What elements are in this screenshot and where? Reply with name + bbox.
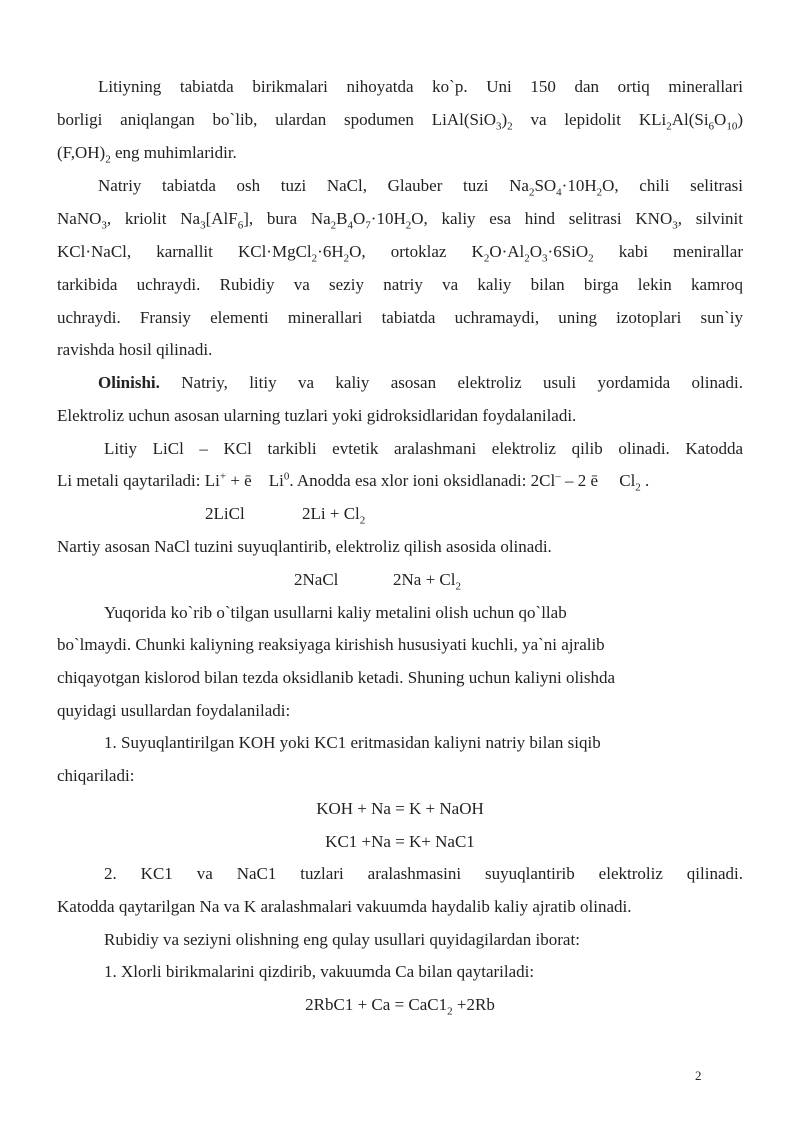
text: . <box>640 471 650 490</box>
subscript: 2 <box>359 514 366 527</box>
text: O, chili selitrasi <box>602 176 743 195</box>
subscript: 2 <box>447 1005 453 1018</box>
page-number: 2 <box>695 1068 702 1083</box>
text: O <box>714 110 727 129</box>
text: 2LiCl <box>205 504 245 523</box>
superscript: 0 <box>283 470 290 483</box>
subscript: 4 <box>347 219 354 232</box>
subscript: 3 <box>542 252 548 265</box>
text-line <box>57 634 605 656</box>
text: ·6SiO <box>547 242 589 261</box>
text-line <box>57 896 632 918</box>
text-line <box>57 405 576 427</box>
text: borligi aniqlangan bo`lib, ulardan spodumen LiAl(SiO <box>57 110 496 129</box>
text-line <box>57 109 743 131</box>
text: 2Li + Cl <box>302 504 360 523</box>
text: O, kaliy esa hind selitrasi KNO <box>411 209 673 228</box>
subscript: 6 <box>708 120 715 133</box>
text: Katodda qaytarilgan Na va K aralashmalari vakuumda haydalib kaliy ajratib olinadi. <box>57 897 632 916</box>
text: Litiyning tabiatda birikmalari nihoyatda ko`p. Uni 150 dan ortiq minerallari <box>98 77 743 96</box>
text: Elektroliz uchun asosan ularning tuzlari yoki gidroksidlaridan foydalaniladi. <box>57 406 577 425</box>
text: ) <box>737 110 743 129</box>
section-heading: Olinishi. <box>98 373 160 392</box>
text-line <box>57 765 134 787</box>
text: va lepidolit KLi <box>512 110 667 129</box>
text: KOH + Na = K + NaOH <box>316 799 484 818</box>
text: 2. KC1 va NaC1 tuzlari aralashmasini suyuqlantirib elektroliz qilinadi. <box>104 864 743 883</box>
text: , silvinit <box>677 209 743 228</box>
text-line <box>57 307 743 329</box>
subscript: 3 <box>200 219 206 232</box>
subscript: 2 <box>330 219 337 232</box>
subscript: 7 <box>365 219 371 232</box>
text: kabi menirallar <box>593 242 743 261</box>
text: O·Al <box>489 242 525 261</box>
text: 1. Xlorli birikmalarini qizdirib, vakuumda Ca bilan qaytariladi: <box>104 962 535 981</box>
text: Al(Si <box>671 110 709 129</box>
text-line <box>57 274 743 296</box>
text: chiqariladi: <box>57 766 135 785</box>
subscript: 2 <box>455 580 461 593</box>
subscript: 4 <box>556 186 562 199</box>
text: Rubidiy va seziyni olishning eng qulay usullari quyidagilardan iborat: <box>104 930 580 949</box>
text: KC1 +Na = K+ NaC1 <box>325 832 475 851</box>
text-line <box>57 142 237 164</box>
text: , kriolit Na <box>106 209 201 228</box>
subscript: 2 <box>343 252 350 265</box>
text-line <box>98 76 743 98</box>
subscript: 6 <box>237 219 244 232</box>
subscript: 3 <box>495 120 502 133</box>
text: ·6H <box>317 242 344 261</box>
text: Natriy, litiy va kaliy asosan elektroliz usuli yordamida olinadi. <box>159 373 743 392</box>
text: SO <box>534 176 557 195</box>
text-line <box>98 372 743 394</box>
subscript: 3 <box>672 219 678 232</box>
text: 1. Suyuqlantirilgan KOH yoki KC1 eritmasidan kaliyni natriy bilan siqib <box>104 733 601 752</box>
text: 2RbC1 + Ca = CaC1 <box>305 995 448 1014</box>
text: ) <box>501 110 508 129</box>
subscript: 2 <box>507 120 513 133</box>
subscript: 2 <box>635 481 641 494</box>
text: eng muhimlaridir. <box>110 143 237 162</box>
text: O <box>353 209 366 228</box>
text: Yuqorida ko`rib o`tilgan usullarni kaliy metalini olish uchun qo`llab <box>104 603 567 622</box>
text: +2Rb <box>452 995 495 1014</box>
subscript: 2 <box>528 186 535 199</box>
text: NaNO <box>57 209 102 228</box>
text-line <box>57 470 649 492</box>
equation-right <box>302 503 365 525</box>
subscript: 2 <box>666 120 672 133</box>
equation-left <box>205 503 245 525</box>
text: ·10H <box>370 209 406 228</box>
equation <box>0 994 800 1016</box>
text: + ē Li <box>226 471 284 490</box>
subscript: 2 <box>405 219 412 232</box>
text-line <box>104 602 567 624</box>
text-line <box>57 536 552 558</box>
subscript: 2 <box>596 186 603 199</box>
text-line <box>57 339 212 361</box>
text: chiqayotgan kislorod bilan tezda oksidlanib ketadi. Shuning uchun kaliyni olishda <box>57 668 616 687</box>
text: ravishda hosil qilinadi. <box>57 340 213 359</box>
text-line <box>57 208 743 230</box>
text-line <box>104 961 534 983</box>
text: KCl·NaCl, karnallit KCl·MgCl <box>57 242 312 261</box>
subscript: 2 <box>105 153 111 166</box>
subscript: 2 <box>524 252 530 265</box>
text: quyidagi usullardan foydalaniladi: <box>57 701 291 720</box>
superscript: – <box>555 470 561 483</box>
text-line <box>57 700 290 722</box>
text: Nartiy asosan NaCl tuzini suyuqlantirib, elektroliz qilish asosida olinadi. <box>57 537 552 556</box>
text: B <box>336 209 348 228</box>
text: O, ortoklaz K <box>349 242 484 261</box>
text: Natriy tabiatda osh tuzi NaCl, Glauber tuzi Na <box>98 176 529 195</box>
equation <box>0 831 800 853</box>
subscript: 2 <box>311 252 318 265</box>
text-line <box>104 929 580 951</box>
text: 2NaCl <box>294 570 339 589</box>
subscript: 3 <box>101 219 107 232</box>
text: bo`lmaydi. Chunki kaliyning reaksiyaga kirishish hususiyati kuchli, ya`ni ajralib <box>57 635 605 654</box>
equation <box>0 798 800 820</box>
text: . Anodda esa xlor ioni oksidlanadi: 2Cl <box>289 471 556 490</box>
text: Litiy LiCl – KCl tarkibli evtetik aralashmani elektroliz qilib olinadi. Katodda <box>104 439 743 458</box>
text: [AlF <box>205 209 238 228</box>
subscript: 2 <box>483 252 490 265</box>
text: tarkibida uchraydi. Rubidiy va seziy natriy va kaliy bilan birga lekin kamroq <box>57 275 743 294</box>
subscript: 10 <box>726 120 738 133</box>
text-line <box>57 241 743 263</box>
text: 2Na + Cl <box>393 570 456 589</box>
text-line <box>104 732 601 754</box>
text: O <box>529 242 543 261</box>
text: (F,OH) <box>57 143 106 162</box>
text-line <box>104 438 743 460</box>
text-line <box>104 863 743 885</box>
text: – 2 ē Cl <box>560 471 636 490</box>
text: uchraydi. Fransiy elementi minerallari tabiatda uchramaydi, uning izotoplari sun`iy <box>57 308 743 327</box>
subscript: 2 <box>588 252 594 265</box>
text: ], bura Na <box>243 209 331 228</box>
equation-left <box>294 569 338 591</box>
text-line <box>98 175 743 197</box>
equation-right <box>393 569 461 591</box>
superscript: + <box>219 470 227 483</box>
text-line <box>57 667 615 689</box>
text: Li metali qaytariladi: Li <box>57 471 220 490</box>
text: ·10H <box>561 176 597 195</box>
